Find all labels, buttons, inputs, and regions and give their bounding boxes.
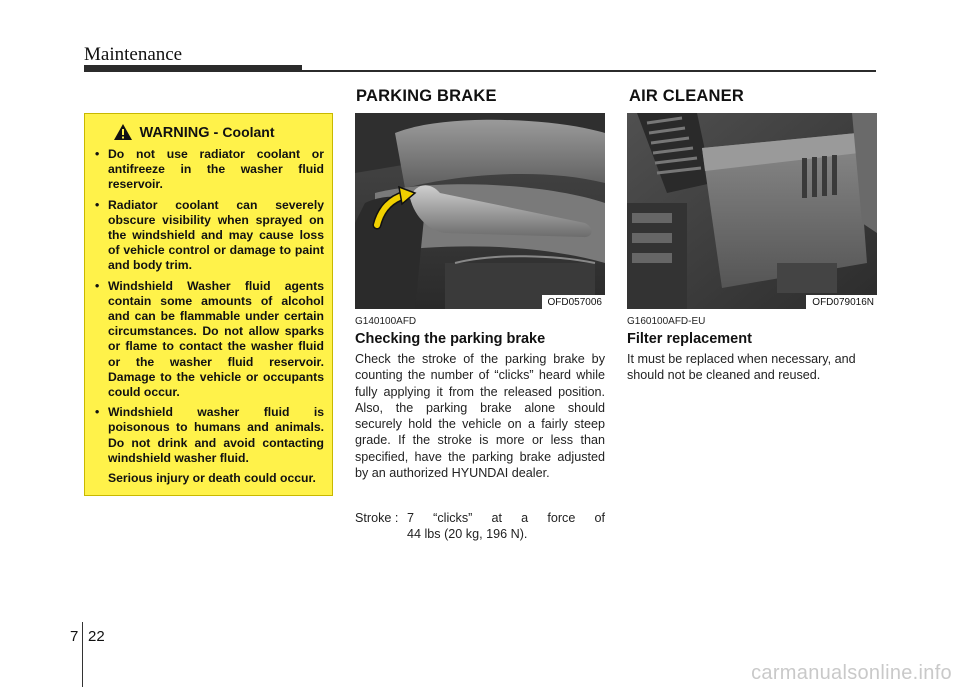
stroke-spec: [355, 510, 605, 543]
air-cleaner-photo: [627, 113, 877, 309]
page-number-divider: [82, 622, 83, 687]
watermark-text: carmanualsonline.info: [751, 662, 952, 684]
warning-list: [94, 147, 324, 466]
stroke-line-1: [355, 510, 605, 526]
chapter-number: 7: [70, 628, 79, 645]
warning-triangle-icon: [113, 123, 133, 141]
parking-brake-code: G140100AFD: [355, 316, 417, 327]
section-heading-parking-brake: PARKING BRAKE: [356, 87, 497, 105]
parking-brake-photo: [355, 113, 605, 309]
warning-title: [139, 124, 274, 141]
page-number: 22: [88, 628, 105, 645]
warning-item: • Windshield Washer fluid agents contain some amounts of alcohol and can be flammable under certain circumstances. Do not allow sparks or flame to contact the washer fluid or the washer fluid reservoir. Damage to the vehicle or occupants could occur.: [94, 279, 324, 401]
header-rule-thick: [84, 65, 302, 72]
stroke-value-1: 7 “clicks” at a force of: [407, 511, 605, 525]
parking-brake-body: Check the stroke of the parking brake by counting the number of “clicks” heard while fully applying it from the released position. Also, the parking brake alone should securely hold the vehicle on a fairly steep grade. If the stroke is more or less than specified, have the parking brake adjusted by an authorized HYUNDAI dealer.: [355, 352, 605, 481]
warning-item: • Windshield washer fluid is poisonous to humans and animals. Do not drink and avoid contacting windshield washer fluid.: [94, 405, 324, 466]
parking-brake-subheading: Checking the parking brake: [355, 331, 546, 347]
section-heading-air-cleaner: AIR CLEANER: [629, 87, 744, 105]
page-header-title: Maintenance: [84, 44, 183, 65]
stroke-label: Stroke :: [355, 511, 399, 525]
parking-brake-photo-caption: OFD057006: [542, 295, 605, 309]
air-cleaner-subheading: Filter replacement: [627, 331, 752, 347]
air-cleaner-code: G160100AFD-EU: [627, 316, 706, 327]
air-cleaner-photo-caption: OFD079016N: [806, 295, 877, 309]
warning-closing: Serious injury or death could occur.: [108, 471, 316, 486]
warning-subject: Coolant: [222, 123, 275, 140]
header-rule-thin: [300, 70, 876, 72]
air-cleaner-body: It must be replaced when necessary, and should not be cleaned and reused.: [627, 352, 856, 383]
warning-header: [94, 123, 324, 141]
warning-item: • Radiator coolant can severely obscure visibility when sprayed on the windshield and may cause loss of vehicle control or damage to paint and body trim.: [94, 198, 324, 274]
stroke-value-2: 44 lbs (20 kg, 196 N).: [407, 527, 528, 542]
warning-item: • Do not use radiator coolant or antifreeze in the washer fluid reservoir.: [94, 147, 324, 193]
warning-box: [84, 113, 333, 496]
warning-label: WARNING -: [139, 124, 223, 141]
